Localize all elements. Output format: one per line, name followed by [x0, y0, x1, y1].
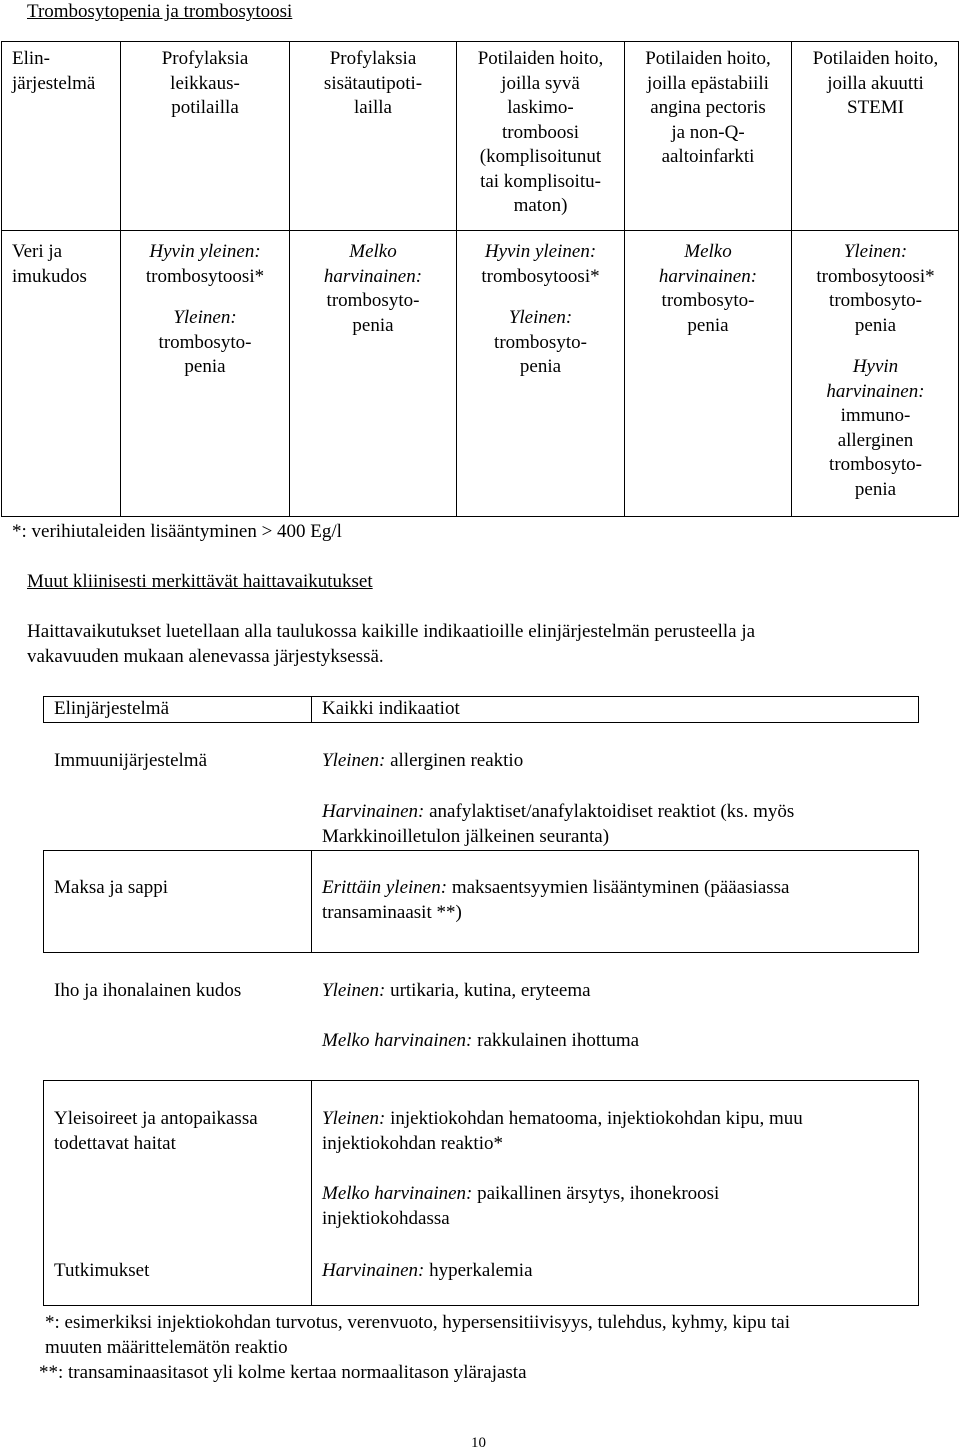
section-title-other-effects: Muut kliinisesti merkittävät haittavaikutukset — [27, 571, 373, 592]
section-title-thrombocytopenia: Trombosytopenia ja trombosytoosi — [27, 1, 293, 22]
footnote-injection-site: *: esimerkiksi injektiokohdan turvotus, verenvuoto, hypersensitiivisyys, tulehdus, kyhmy, kipu tai muuten määrittelemätön reaktio — [45, 1312, 790, 1358]
table2-liver-very-common: Erittäin yleinen: maksaentsyymien lisääntyminen (pääasiassa transaminaasit **) — [322, 877, 790, 923]
table1-cell-medical: Melko harvinainen: trombosyto- penia — [323, 241, 423, 336]
table2-general-common: Yleinen: injektiokohdan hematooma, injektiokohdan kipu, muu injektiokohdan reaktio* — [322, 1108, 803, 1154]
table2-organ-immune: Immuunijärjestelmä — [54, 750, 208, 771]
table1-cell-stemi: Yleinen: trombosytoosi* trombosyto- penia Hyvin harvinainen: immuno- allerginen trombosyto- penia — [816, 241, 935, 500]
table1-footnote: *: verihiutaleiden lisääntyminen > 400 Eg/l — [12, 520, 346, 545]
table2-row-liver-divider — [311, 850, 312, 953]
table1-header-divider — [1, 230, 959, 231]
table2-investigations-rare: Harvinainen: hyperkalemia — [322, 1260, 533, 1281]
table2-organ-skin: Iho ja ihonalainen kudos — [54, 980, 242, 1001]
table1-header-organ: Elin- järjestelmä — [12, 48, 96, 94]
table2-header-all-indications: Kaikki indikaatiot — [322, 698, 460, 719]
table1-header-dvt: Potilaiden hoito, joilla syvä laskimo- tromboosi (komplisoitunut tai komplisoitu- maton) — [477, 48, 604, 216]
table2-organ-general: Yleisoireet ja antopaikassa todettavat haitat — [54, 1108, 258, 1154]
table1-organ-blood: Veri ja imukudos — [12, 241, 87, 287]
intro-paragraph: Haittavaikutukset luetellaan alla taulukossa kaikille indikaatioille elinjärjestelmän perusteella ja vakavuuden mukaan alenevassa järjestyksessä. — [27, 621, 756, 667]
table2-immune-rare: Harvinainen: anafylaktiset/anafylaktoidiset reaktiot (ks. myös Markkinoilletulon jälkeinen seuranta) — [322, 801, 795, 847]
table2-header-row — [43, 696, 919, 723]
table1-header-medical: Profylaksia sisätautipoti- lailla — [323, 48, 423, 118]
table2-organ-liver: Maksa ja sappi — [54, 877, 168, 898]
table1-header-stemi: Potilaiden hoito, joilla akuutti STEMI — [812, 48, 939, 118]
table2-header-organ: Elinjärjestelmä — [54, 698, 170, 719]
table1-cell-dvt: Hyvin yleinen: trombosytoosi* Yleinen: trombosyto- penia — [481, 241, 600, 377]
table1-cell-surgical: Hyvin yleinen: trombosytoosi* Yleinen: trombosyto- penia — [145, 241, 265, 377]
table1-cell-unstable-angina: Melko harvinainen: trombosyto- penia — [658, 241, 758, 336]
table2-general-uncommon: Melko harvinainen: paikallinen ärsytys, ihonekroosi injektiokohdassa — [322, 1183, 720, 1229]
page-number: 10 — [471, 1435, 486, 1451]
footnote-transaminases: **: transaminaasitasot yli kolme kertaa normaalitason ylärajasta — [39, 1362, 527, 1383]
table2-skin-common: Yleinen: urtikaria, kutina, eryteema — [322, 980, 591, 1001]
table2-organ-investigations: Tutkimukset — [54, 1260, 150, 1281]
table2-row-general-divider — [311, 1080, 312, 1306]
table2-immune-common: Yleinen: allerginen reaktio — [322, 750, 524, 771]
table2-header-divider — [311, 696, 312, 723]
table1-header-unstable-angina: Potilaiden hoito, joilla epästabiili angina pectoris ja non-Q- aaltoinfarkti — [645, 48, 771, 167]
table1-header-surgical: Profylaksia leikkaus- potilailla — [161, 48, 249, 118]
table2-skin-uncommon: Melko harvinainen: rakkulainen ihottuma — [322, 1030, 640, 1051]
